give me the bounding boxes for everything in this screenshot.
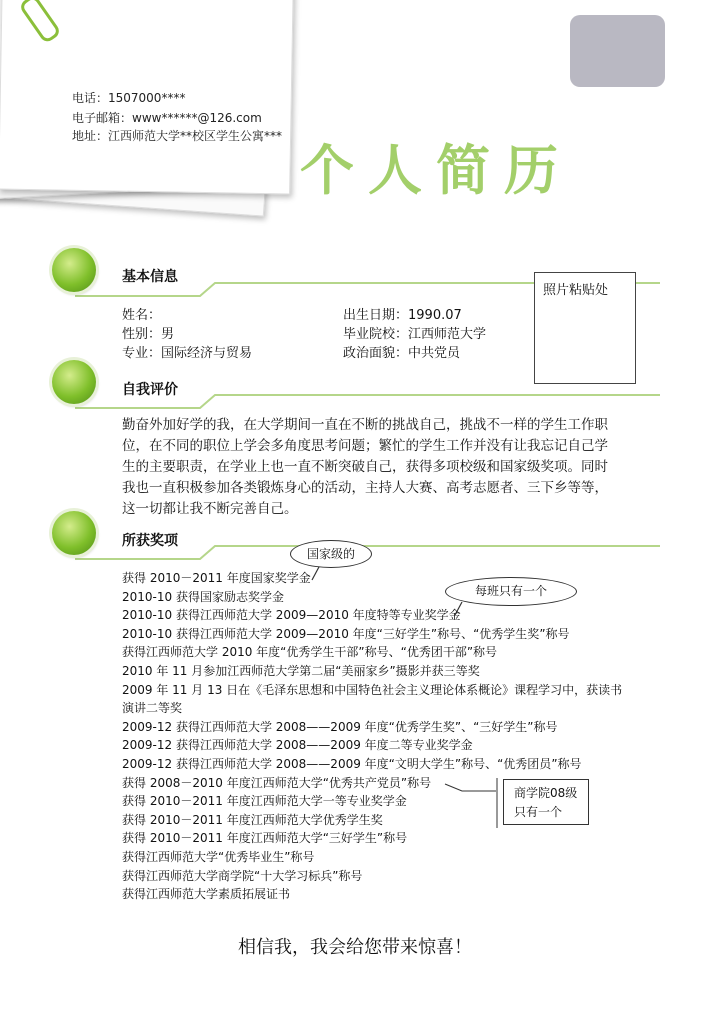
award-item: 2009 年 11 月 13 日在《毛泽东思想和中国特色社会主义理论体系概论》课程学习中，获读书演讲二等奖 <box>122 682 623 716</box>
photo-label: 照片粘贴处 <box>543 283 609 298</box>
award-item: 2010-10 获得国家励志奖学金 <box>122 589 284 604</box>
award-item: 获得 2010－2011 年度国家奖学金 <box>122 571 311 585</box>
info-name: 姓名： <box>122 308 162 323</box>
page-title: 个人简历 <box>300 139 572 202</box>
award-item: 获得江西师范大学“优秀毕业生”称号 <box>122 849 315 864</box>
callout-one-per-class: 每班只有一个 <box>445 577 577 606</box>
award-item: 2009-12 获得江西师范大学 2008——2009 年度二等专业奖学金 <box>122 738 473 753</box>
callout-national: 国家级的 <box>290 540 372 568</box>
award-item: 2010-10 获得江西师范大学 2009—2010 年度“三好学生”称号、“优秀学生奖”称号 <box>122 626 570 641</box>
award-item: 获得江西师范大学商学院“十大学习标兵”称号 <box>122 868 363 883</box>
self-evaluation: 勤奋外加好学的我，在大学期间一直在不断的挑战自己，挑战不一样的学生工作职位，在不同的职位上学会多角度思考问题；繁忙的学生工作并没有让我忘记自己学生的主要职责，在学业上也一直不断突破自己，获得多项校级和国家级奖项。同时我也一直积极参加各类锻炼身心的活动，主持人大赛、高考志愿者、三下乡等等，这一切都让我不断完善自己。 <box>122 417 608 517</box>
award-item: 获得江西师范大学素质拓展证书 <box>122 887 291 902</box>
info-school: 毕业院校：江西师范大学 <box>343 327 487 342</box>
section-title-basic: 基本信息 <box>122 269 178 285</box>
photo-box <box>534 272 636 384</box>
footer-slogan: 相信我，我会给您带来惊喜！ <box>238 937 472 958</box>
info-major: 专业：国际经济与贸易 <box>122 346 253 361</box>
award-item: 获得 2010－2011 年度江西师范大学“三好学生”称号 <box>122 831 408 846</box>
callout-college-line1: 商学院08级 <box>514 786 578 800</box>
award-item: 2009-12 获得江西师范大学 2008——2009 年度“文明大学生”称号、“优秀团员”称号 <box>122 756 582 771</box>
award-item: 2010-10 获得江西师范大学 2009—2010 年度特等专业奖学金 <box>122 608 461 623</box>
award-item: 获得 2010－2011 年度江西师范大学优秀学生奖 <box>122 812 383 827</box>
info-gender: 性别：男 <box>122 327 175 342</box>
section-bullet-icon <box>52 511 96 555</box>
contact-email: 电子邮箱：www******@126.com <box>72 111 262 125</box>
callout-college <box>503 779 589 825</box>
award-item: 获得江西师范大学 2010 年度“优秀学生干部”称号、“优秀团干部”称号 <box>122 645 498 660</box>
award-item: 2009-12 获得江西师范大学 2008——2009 年度“优秀学生奖”、“三好学生”称号 <box>122 719 558 734</box>
awards-list <box>122 569 632 904</box>
award-item: 2010 年 11 月参加江西师范大学第二届“美丽家乡”摄影并获三等奖 <box>122 663 480 678</box>
section-bullet-icon <box>52 360 96 404</box>
contact-phone: 电话：1507000**** <box>72 91 186 105</box>
info-politics: 政治面貌：中共党员 <box>343 346 461 361</box>
award-item: 获得 2008－2010 年度江西师范大学“优秀共产党员”称号 <box>122 775 432 790</box>
section-title-self: 自我评价 <box>122 382 178 398</box>
contact-address: 地址：江西师范大学**校区学生公寓*** <box>72 129 283 143</box>
callout-college-line2: 只有一个 <box>514 805 563 819</box>
section-bullet-icon <box>52 248 96 292</box>
award-item: 获得 2010－2011 年度江西师范大学一等专业奖学金 <box>122 794 407 809</box>
section-title-awards: 所获奖项 <box>122 533 178 549</box>
info-birth: 出生日期：1990.07 <box>343 308 462 323</box>
